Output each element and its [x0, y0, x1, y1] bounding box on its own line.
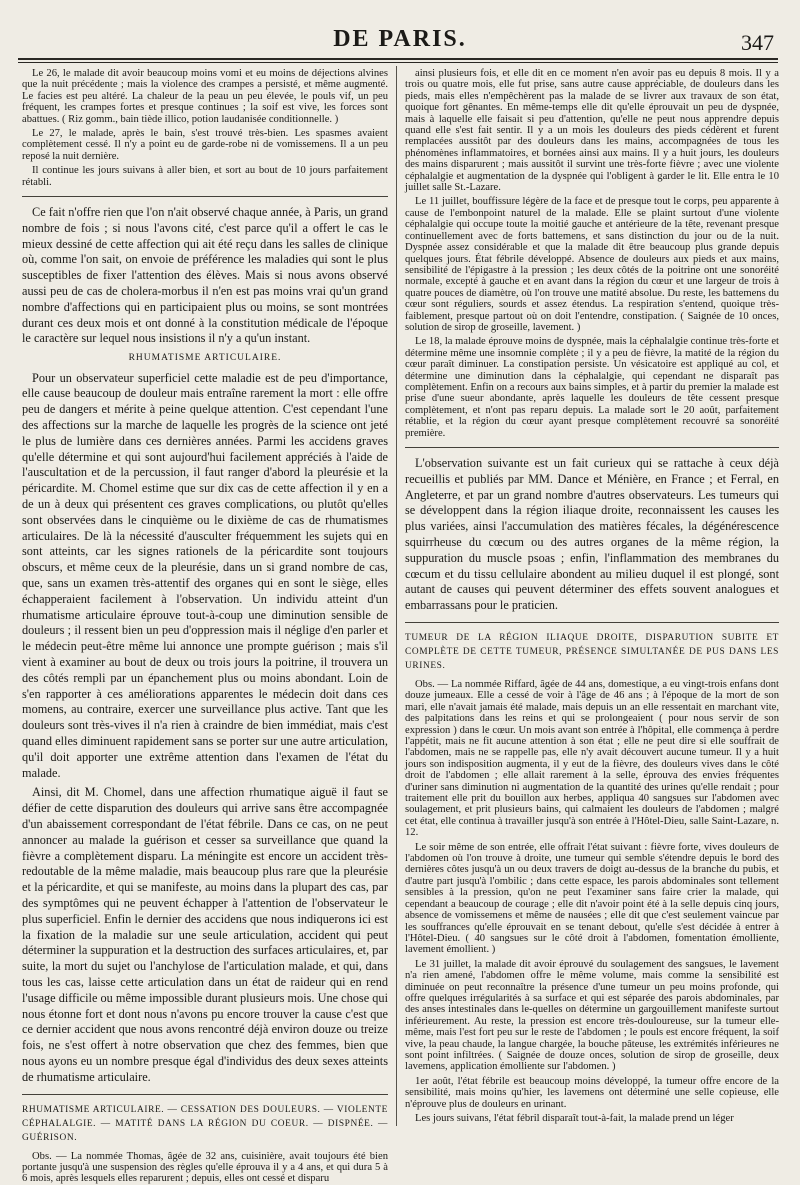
- paragraph: Obs. — La nommée Thomas, âgée de 32 ans, cuisinière, avait toujours été bien portante jusqu'à une suspension des règles qu'elle éprouva il y a 4 ans, et qui dura 5 à 6 mois, après lesquels elles reparurent ; depuis, elles ont cessé et disparu: [22, 1150, 388, 1185]
- paragraph: Le 26, le malade dit avoir beaucoup moins vomi et eu moins de déjections alvines que la nuit précédente ; mais la violence des crampes a persisté, et même augmenté. Le facies est peu altéré. La chaleur de la peau un peu élevée, le pouls vif, un peu fréquent, les crampes fortes et presque continues ; la soif est vive, les forces sont abattues. ( Riz gomm., bain tiède illico, potion laudanisée conditionnelle. ): [22, 68, 388, 125]
- section-separator: [22, 1094, 388, 1095]
- page-number: 347: [741, 30, 774, 55]
- paragraph: L'observation suivante est un fait curieux qui se rattache à ceux déjà recueillis et publiés par MM. Dance et Ménière, en France ; et Ferral, en Angleterre, et par un grand nombre d'autres observateurs. Les tumeurs qui se développent dans la région iliaque droite, reconnaissent les causes les plus variées, ainsi l'accumulation des matières fécales, la dégénérescence squirrheuse du cœcum ou des autres organes de la même région, la suppuration du muscle psoas ; enfin, l'inflammation des membranes du cœcum et du tissu cellulaire abondent au milieu duquel il est plongé, sont autant de causes qui peuvent déterminer des effets souvent analogues et embarrassans pour le praticien.: [405, 456, 779, 613]
- section-heading: RHUMATISME ARTICULAIRE.: [128, 353, 282, 364]
- paragraph: Le 11 juillet, bouffissure légère de la face et de presque tout le corps, peu apparente à cause de l'embonpoint naturel de la malade. Elle se plaint surtout d'une violente céphalalgie qui occupe toute la moitié gauche et antérieure de la tête, revenant presque continuellement avec de forts battemens, et sans distinction du jour ou de la nuit. Dyspnée assez considérable et que la malade dit être beaucoup plus grande depuis quelques jours. État fébrile développé. Absence de douleurs aux pieds et aux mains, sensibilité de l'épigastre à la pression ; les deux côtés de la poitrine ont une sonoréité normale, excepté à gauche et en avant dans la région du cœur et une largeur de trois à quatre pouces de diamètre, où l'on trouve une matité absolue. Du reste, les battemens du cœur sont réguliers, sourds et assez étendus. La respiration s'entend, quoique très-faiblement, presque partout où on doit l'entendre, constipation. ( Saignée de 10 onces, solution de sirop de groseille, lavement. ): [405, 196, 779, 333]
- paragraph: ainsi plusieurs fois, et elle dit en ce moment n'en avoir pas eu depuis 8 mois. Il y a trois ou quatre mois, elle fut prise, sans autre cause appréciable, de douleurs dans les pieds, mais elles n'empêchèrent pas la malade de se livrer aux travaux de son état, quoique fort gênantes. En même-temps elle dit qu'elle éprouvait un peu de dyspnée, mais à laquelle elle faisait si peu d'attention, qu'elle ne peut nous apprendre depuis quand elle s'est fait sentir. Il y a un mois les douleurs des pieds cédèrent et furent remplacées aussitôt par des douleurs dans les mains, accompagnées de tous les phénomènes inflammatoires, et bornées ainsi aux mains. Il y a huit jours, les douleurs des mains disparurent ; mais aussitôt il survint une très-forte fièvre ; avec une violente céphalalgie et augmentation de la dyspnée qui l'obligent à garder le lit. Elle entra le 10 juillet salle St.-Lazare.: [405, 68, 779, 194]
- paragraph: Il continue les jours suivans à aller bien, et sort au bout de 10 jours parfaitement rétabli.: [22, 165, 388, 188]
- section-separator: [405, 447, 779, 448]
- paragraph: Le 27, le malade, après le bain, s'est trouvé très-bien. Les spasmes avaient complètement cessé. Il n'y a point eu de garde-robe ni de vomissemens. Il a un peu reposé la nuit dernière.: [22, 128, 388, 162]
- header-rule: [18, 58, 778, 60]
- paragraph: Pour un observateur superficiel cette maladie est de peu d'importance, elle cause beaucoup de douleur mais entraîne rarement la mort : elle offre peu de dangers et mérite à peine quelque attention. C'est cependant l'une des affections sur la marche de laquelle les progrès de la science ont jeté le plus de lumière dans ces dernières années. Parmi les accidens graves qu'elle détermine et qui sont aujourd'hui facilement appréciés à l'aide de l'auscultation et de la percussion, il faut ranger d'abord la pleurésie et la péricardite. M. Chomel estime que sur dix cas de cette affection il y en a de un à deux qui présentent ces graves complications, ou plutôt qu'elles sont observées dans le cinquième ou le dixième de cas de rhumatismes articulaires. De là la nécessité d'ausculter fréquemment les sujets qui en sont atteints, car les signes rationels de la péricardite sont toujours obscurs, et même ceux de la pleurésie, dans un si grand nombre de cas, que, sans un examen très-attentif des organes qui en sont le siège, elles échapperaient facilement à l'observation. Un individu atteint d'un rhumatisme articulaire éprouve tout-à-coup une diminution sensible de douleurs ; il ressent bien un peu d'oppression mais il néglige d'en parler et le médecin peut-être même lui annonce une prompte guérison ; mais s'il vient à examiner au bout de deux ou trois jours la poitrine, il trouvera un des côtés rempli par un épanchement plus ou moins abondant. Loin de s'en rapporter à ces améliorations apparentes le médecin doit dans ces momens, au contraire, exercer une surveillance plus active. Tant que les douleurs sont très-vives il n'a rien à craindre de bien immédiat, mais c'est quand elles diminuent rapidement sans se porter sur une autre articulation, qu'il doit apporter une extrême attention dans l'examen de l'état du malade.: [22, 370, 388, 780]
- paragraph: Ce fait n'offre rien que l'on n'ait observé chaque année, à Paris, un grand nombre de fois ; si nous l'avons cité, c'est parce qu'il a offert le cas le mieux dessiné de cette affection qui ait été reçu dans les salles de clinique où, comme l'on sait, on envoie de préférence les maladies qui sont le plus susceptibles de fixer l'attention des élèves. Mais si nous avons observé aussi peu de cas de cholera-morbus il n'en est pas moins vrai qu'un grand nombre d'affections qui en participaient plus ou moins, se sont montrées durant ces deux mois et ont donné à la constitution médicale de l'époque le caractère sur lequel nous insistions il n'y a qu'un instant.: [22, 205, 388, 346]
- section-separator: [22, 196, 388, 197]
- left-column: [22, 68, 388, 1185]
- case-heading: RHUMATISME ARTICULAIRE. — CESSATION DES DOULEURS. — VIOLENTE CÉPHALALGIE. — MATITÉ DANS LA RÉGION DU COEUR. — DISPNÉE. — GUÉRISON.: [22, 1104, 388, 1143]
- header-rule-thin: [18, 62, 778, 63]
- page-header-title: DE PARIS.: [333, 26, 467, 52]
- right-column: [405, 68, 779, 1123]
- paragraph: Obs. — La nommée Riffard, âgée de 44 ans, domestique, a eu vingt-trois enfans dont douze jumeaux. Elle a cessé de voir à l'âge de 46 ans ; à l'époque de la mort de son mari, elle n'avait jamais été malade, mais depuis un an elle ressentait en marchant vite, des palpitations dans les reins et qui se prolongeaient ( pour nous servir de son expression ) dans le cœur. Un mois avant son entrée à l'hôpital, elle commença à perdre l'appétit, mais ne fit aucune attention à son état ; elle ne peut dire si elle souffrait de l'abdomen, mais ne se rappelle pas, elle n'y avait découvert aucune tumeur. Il y a huit jours son indisposition augmenta, il y eut de la fièvre, des douleurs vives dans le côté droit de l'abdomen ; elle allait rarement à la selle, éprouva des envies fréquentes d'uriner sans diminution ni augmentation de la quantité des urines qu'elle rendait ; pour traitement elle prit du bouillon aux herbes, appliqua 40 sangsues sur l'abdomen avec soulagement, et prit plusieurs bains, qui calmaient les douleurs de l'abdomen ; malgré cet état, elle continua à travailler jusqu'à son entrée à l'Hôtel-Dieu, salle Saint-Lazare, n. 12.: [405, 678, 779, 839]
- paragraph: Le 18, la malade éprouve moins de dyspnée, mais la céphalalgie continue très-forte et détermine même une insomnie complète ; il y a peu de fièvre, la matité de la région du cœur paraît diminuer. La constipation persiste. Un vésicatoire est appliqué au col, et détermine une diminution dans la céphalalgie, qui cependant ne disparaît pas complètement. Enfin on a recours aux bains simples, et à partir du premier la malade est prise d'une sueur abondante, après laquelle les douleurs de tête cessent presque complètement, et n'ont pas reparu depuis. La malade sort le 20 août, parfaitement rétablie, et la région du cœur ayant presque complètement recouvré sa sonoréité première.: [405, 336, 779, 439]
- paragraph: Ainsi, dit M. Chomel, dans une affection rhumatique aiguë il faut se défier de cette disparution des douleurs qui arrive sans être accompagnée d'un abaissement correspondant de l'état fébrile. Dans ce cas, on ne peut annoncer au malade la guérison et cesser sa surveillance que quand la fièvre a complètement disparu. La méningite est encore un accident très-redoutable de la même maladie, mais beaucoup plus rare que la pleurésie et la péricardite, et qui se manifeste, au moins dans la plupart des cas, par des symptômes qui ne peuvent échapper à l'attention de l'observateur le plus superficiel. Enfin le dernier des accidens que nous indiquerons ici est la fixation de la maladie sur une seule articulation, accident qui peut déterminer la suppuration et la destruction des surfaces articulaires, et, par suite, la mort du sujet ou l'anchylose de l'articulation malade, et qui, dans tous les cas, laisse cette articulation dans un état de raideur qui en rend l'usage difficile ou même impossible durant plusieurs mois. Une chose qui nous étonne fort et dont nous n'avons pu encore trouver la cause c'est que ce dernier accident que nous avons rencontré déjà environ douze ou treize fois, ne s'est offert à notre observation que chez des femmes, bien que nous ayons eu un nombre presque égal d'individus des deux sexes atteints de rhumatisme articulaire.: [22, 785, 388, 1084]
- section-separator: [405, 622, 779, 623]
- column-divider: [396, 66, 397, 1126]
- paragraph: Les jours suivans, l'état fébril disparaît tout-à-fait, la malade prend un léger: [415, 1113, 734, 1124]
- paragraph: Le 31 juillet, la malade dit avoir éprouvé du soulagement des sangsues, le lavement n'a rien amené, l'abdomen offre le même volume, mais comme la sensibilité est diminuée on peut reconnaître la présence d'une tumeur un peu moins profonde, qui offre quelques irrégularités à sa surface et qui est séparée des parois abdominales, par des anses intestinales dans le-quelles on détermine un gargouillement manifeste surtout inférieurement. Au reste, la pression est encore très-douloureuse, sur la tumeur elle-même, mais l'est fort peu sur le reste de l'abdomen ; le pouls est encore fréquent, la soif vive, la peau chaude, la langue chargée, la bouche pâteuse, les extrémités inférieures ne sont point infiltrées. ( Saignée de douze onces, solution de sirop de groseille, deux lavemens, application émolliente sur l'abdomen. ): [405, 958, 779, 1073]
- paragraph: Le soir même de son entrée, elle offrait l'état suivant : fièvre forte, vives douleurs de l'abdomen où l'on trouve à droite, une tumeur qui semble s'étendre depuis le bord des dernières côtes jusqu'à un ou deux travers de doigt au-dessus de la branche du pubis, et d'autre part jusqu'à l'ombilic ; dans cette espace, les parois abdominales sont tellement sensibles à la pression, qu'on ne peut l'examiner sans faire crier la malade, qui cependant a beaucoup de courage ; elle dit n'avoir point été à la selle depuis cinq jours, absence de vomissemens et même de nausées ; elle dit que c'est seulement vaincue par les souffrances qu'elle éprouvait en se tenant debout, qu'elle s'est décidée à entrer à l'Hôtel-Dieu. ( 40 sangsues sur le côté droit à l'abdomen, fomentation émolliente, lavement émollient. ): [405, 841, 779, 956]
- paragraph: 1er août, l'état fébrile est beaucoup moins développé, la tumeur offre encore de la sensibilité, mais moins qu'hier, les lavemens ont déterminé une selle copieuse, elle n'éprouve plus de douleurs en urinant.: [405, 1075, 779, 1110]
- case-heading: TUMEUR DE LA RÉGION ILIAQUE DROITE, DISPARUTION SUBITE ET COMPLÈTE DE CETTE TUMEUR, PRÉSENCE SIMULTANÉE DE PUS DANS LES URINES.: [405, 632, 779, 671]
